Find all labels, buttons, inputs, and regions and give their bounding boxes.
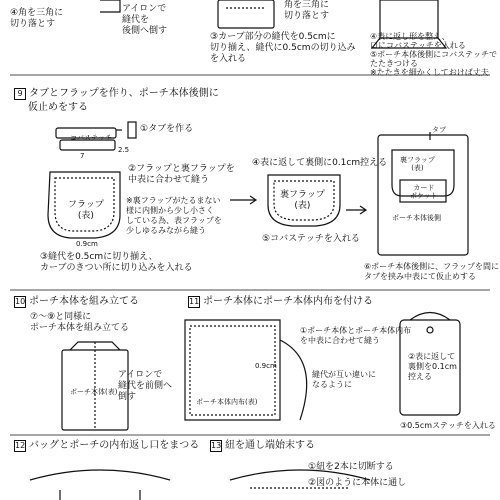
- section-11-heading: 11 ポーチ本体にポーチ本体内布を付ける: [189, 296, 373, 307]
- top-pouch-drawing: [218, 0, 274, 28]
- s11-step2: ②表に返して 裏側を0.1cm 控える: [408, 352, 457, 381]
- s9-tab-label: コバステッチ: [70, 134, 112, 142]
- section-9-heading: 9 タブとフラップを作り、ポーチ本体後側に: [14, 88, 219, 100]
- small-tab-drawing: [128, 122, 136, 138]
- s9-step1: ①タブを作る: [140, 124, 194, 134]
- bag-opening-drawing: [30, 470, 170, 480]
- s9-flap3-label: 裏フラップ (表): [400, 156, 435, 172]
- s9-note: ※裏フラップがたるまない 様に内側から少し小さく している為、表フラップを 少しゆるみながら縫う: [126, 196, 222, 235]
- section-10-heading: 10 ポーチ本体を組み立てる: [15, 296, 139, 307]
- top-step-text-3: 角を三角に 切り落とす: [284, 0, 330, 21]
- section-13-heading: 13 紐を通し端始末する: [211, 440, 315, 451]
- s13-step2: ②図のように本体に通し: [308, 478, 407, 488]
- top-step-text-4: ③カーブ部分の縫代を0.5cmに 切り揃え、縫代に0.5cmの切り込み を入れる: [210, 32, 356, 64]
- s13-step1: ①紐を2本に切断する: [308, 462, 394, 472]
- s10-sub: ⑦〜⑨と同様に ポーチ本体を組み立てる: [30, 312, 130, 333]
- s11-dim: 0.9cm: [255, 362, 277, 370]
- s9-body-label: ポーチ本体後側: [392, 214, 441, 222]
- s9-dim1: 2.5: [118, 146, 130, 154]
- s9-tab-small: タブ: [432, 126, 446, 134]
- s9-step6: ⑥ポーチ本体後側に、フラップを間に タブを挟み中表にて仮止めする: [364, 262, 500, 281]
- s9-dim3: 0.9cm: [76, 240, 98, 248]
- s9-step4: ④表に返して裏側に0.1cm控える: [252, 158, 388, 168]
- s9-dim2: 7: [80, 152, 85, 160]
- s11-step3: ③0.5cmステッチを入れる: [400, 421, 496, 430]
- s9-step3: ③縫代を0.5cmに切り揃え、 カーブのきつい所に切り込みを入れる: [40, 252, 193, 273]
- s9-step2: ②フラップと裏フラップを 中表に合わせて縫う: [128, 164, 235, 185]
- section-9-heading-2: 仮止めをする: [28, 102, 88, 113]
- s9-flap2-label: 裏フラップ (表): [280, 190, 325, 211]
- top-step-text-5: ④表に返し形を整え、 口にコバステッチを入れる ⑤ポーチ本体後側にコバステッチで たたきつける ※たたきを細かくしておけば丈夫: [370, 32, 498, 77]
- s9-step5: ⑤コバステッチを入れる: [262, 234, 360, 244]
- s11-inner-label: ポーチ本体内布(表): [196, 398, 258, 406]
- top-step-text-1: ④角を三角に 切り落とす: [10, 8, 64, 29]
- s11-note: 縫代が互い違いに なるように: [312, 370, 376, 389]
- top-step-text-2: アイロンで 縫代を 後側へ倒す: [122, 4, 168, 36]
- s11-step1: ①ポーチ本体とポーチ本体内布 を中表に合わせて縫う: [300, 326, 412, 345]
- s9-flap-label: フラップ (表): [68, 200, 104, 221]
- section-12-heading: 12 バッグとポーチの内布返し口をまつる: [15, 440, 200, 451]
- s10-iron: アイロンで 縫代を前側へ 倒す: [118, 370, 173, 402]
- s10-pouch-label: ポーチ本体(表): [70, 388, 118, 396]
- top-corner-drawing: [100, 0, 120, 12]
- s9-card-label: カード ポケット: [410, 184, 438, 200]
